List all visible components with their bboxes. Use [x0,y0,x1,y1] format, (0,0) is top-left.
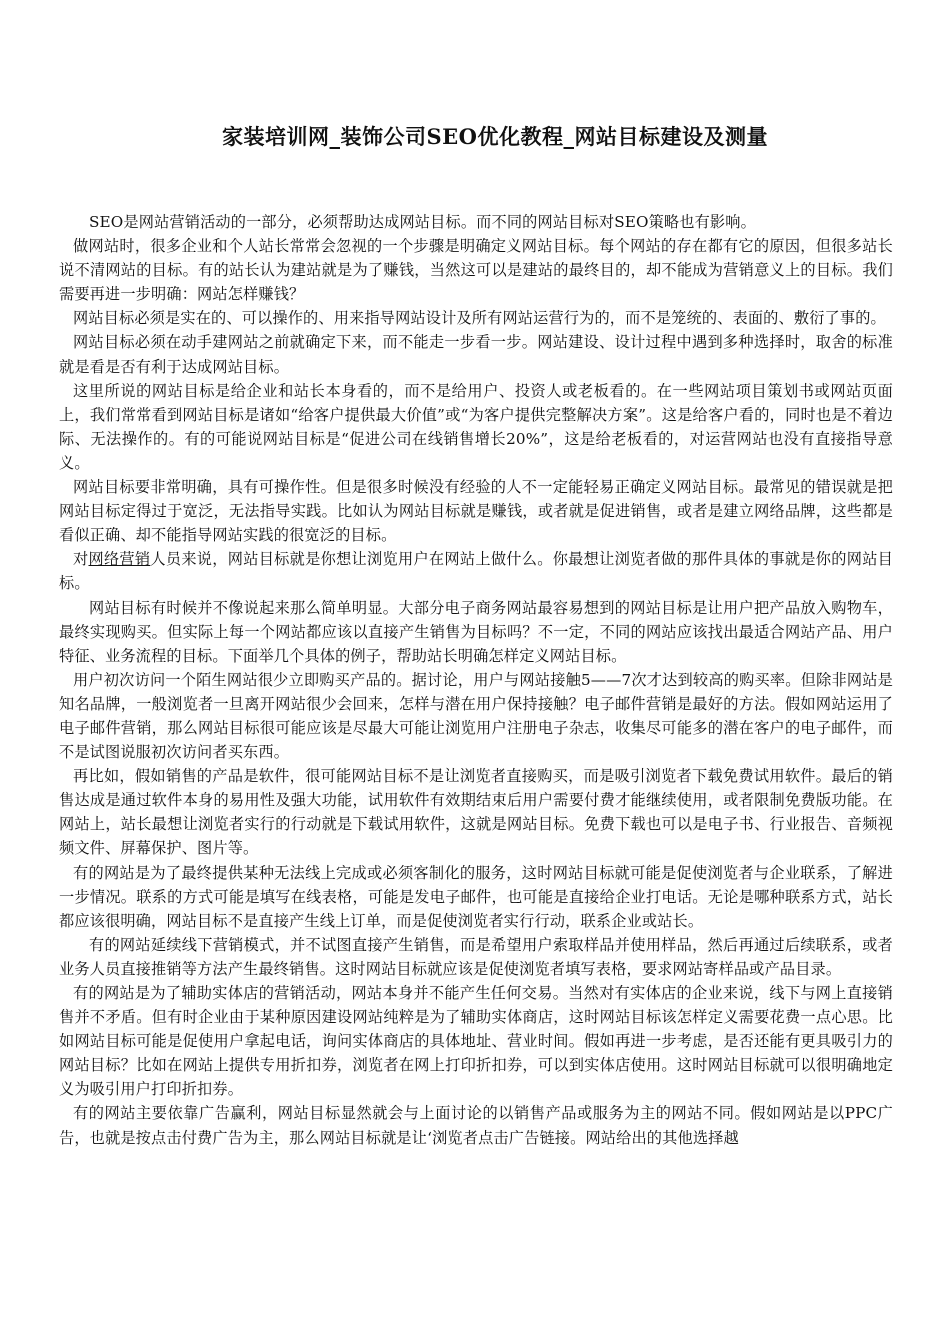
network-marketing-link[interactable]: 网络营销 [88,550,151,569]
paragraph-2: 做网站时，很多企业和个人站长常常会忽视的一个步骤是明确定义网站目标。每个网站的存在都有它的原因，但很多站长说不清网站的目标。有的站长认为建站就是为了赚钱，当然这可以是建站的最终目的，却不能成为营销意义上的目标。我们需要再进一步明确：网站怎样赚钱？ [59,237,893,304]
paragraph-4: 网站目标必须在动手建网站之前就确定下来，而不能走一步看一步。网站建设、设计过程中遇到多种选择时，取舍的标准就是看是否有利于达成网站目标。 [59,333,893,376]
paragraph-3: 网站目标必须是实在的、可以操作的、用来指导网站设计及所有网站运营行为的，而不是笼统的、表面的、敷衍了事的。 [73,309,886,328]
paragraph-14: 有的网站主要依靠广告赢利，网站目标显然就会与上面讨论的以销售产品或服务为主的网站不同。假如网站是以PPC广告，也就是按点击付费广告为主，那么网站目标就是让‘浏览者点击广告链接。网站给出的其他选择越 [59,1104,893,1147]
document-body [59,210,893,1150]
paragraph-10: 再比如，假如销售的产品是软件，很可能网站目标不是让浏览者直接购买，而是吸引浏览者下载免费试用软件。最后的销售达成是通过软件本身的易用性及强大功能，试用软件有效期结束后用户需要付费才能继续使用，或者限制免费版功能。在网站上，站长最想让浏览者实行的行动就是下载试用软件，这就是网站目标。免费下载也可以是电子书、行业报告、音频视频文件、屏幕保护、图片等。 [59,767,893,858]
paragraph-1: SEO是网站营销活动的一部分，必须帮助达成网站目标。而不同的网站目标对SEO策略也有影响。 [89,213,756,231]
paragraph-6: 网站目标要非常明确，具有可操作性。但是很多时候没有经验的人不一定能轻易正确定义网站目标。最常见的错误就是把网站目标定得过于宽泛，无法指导实践。比如认为网站目标就是赚钱，或者就是促进销售，或者是建立网络品牌，这些都是看似正确、却不能指导网站实践的很宽泛的目标。 [59,478,893,545]
paragraph-11: 有的网站是为了最终提供某种无法线上完成或必须客制化的服务，这时网站目标就可能是促使浏览者与企业联系，了解进一步情况。联系的方式可能是填写在线表格，可能是发电子邮件，也可能是直接给企业打电话。无论是哪种联系方式，站长都应该很明确，网站目标不是直接产生线上订单，而是促使浏览者实行行动，联系企业或站长。 [59,863,893,930]
paragraph-8: 网站目标有时候并不像说起来那么简单明显。大部分电子商务网站最容易想到的网站目标是让用户把产品放入购物车，最终实现购买。但实际上每一个网站都应该以直接产生销售为目标吗？不一定，不同的网站应该找出最适合网站产品、用户特征、业务流程的目标。下面举几个具体的例子，帮助站长明确怎样定义网站目标。 [59,598,893,665]
paragraph-12: 有的网站延续线下营销模式，并不试图直接产生销售，而是希望用户索取样品并使用样品，然后再通过后续联系，或者业务人员直接推销等方法产生最终销售。这时网站目标就应该是促使浏览者填写表格，要求网站寄样品或产品目录。 [59,935,893,978]
paragraph-7 [59,547,893,595]
paragraph-7-rest: 人员来说，网站目标就是你想让浏览用户在网站上做什么。你最想让浏览者做的那件具体的事就是你的网站目标。 [59,550,894,593]
paragraph-5: 这里所说的网站目标是给企业和站长本身看的，而不是给用户、投资人或老板看的。在一些网站项目策划书或网站页面上，我们常常看到网站目标是诸如“给客户提供最大价值”或“为客户提供完整解决方案”。这是给客户看的，同时也是不着边际、无法操作的。有的可能说网站目标是“促进公司在线销售增长20%”，这是给老板看的，对运营网站也没有直接指导意义。 [59,381,893,472]
paragraph-7-lead: 对 [73,550,89,569]
paragraph-13: 有的网站是为了辅助实体店的营销活动，网站本身并不能产生任何交易。当然对有实体店的企业来说，线下与网上直接销售并不矛盾。但有时企业由于某种原因建设网站纯粹是为了辅助实体商店，这时网站目标该怎样定义需要花费一点心思。比如网站目标可能是促使用户拿起电话，询问实体商店的具体地址、营业时间。假如再进一步考虑，是否还能有更具吸引力的网站目标？比如在网站上提供专用折扣券，浏览者在网上打印折扣券，可以到实体店使用。这时网站目标就可以很明确地定义为吸引用户打印折扣券。 [59,984,893,1099]
document-title: 家装培训网_装饰公司SEO优化教程_网站目标建设及测量 [222,124,768,149]
paragraph-9: 用户初次访问一个陌生网站很少立即购买产品的。据讨论，用户与网站接触5——7次才达到较高的购买率。但除非网站是知名品牌，一般浏览者一旦离开网站很少会回来，怎样与潜在用户保持接触？电子邮件营销是最好的方法。假如网站运用了电子邮件营销，那么网站目标很可能应该是尽最大可能让浏览用户注册电子杂志，收集尽可能多的潜在客户的电子邮件，而不是试图说服初次访问者买东西。 [59,670,893,762]
